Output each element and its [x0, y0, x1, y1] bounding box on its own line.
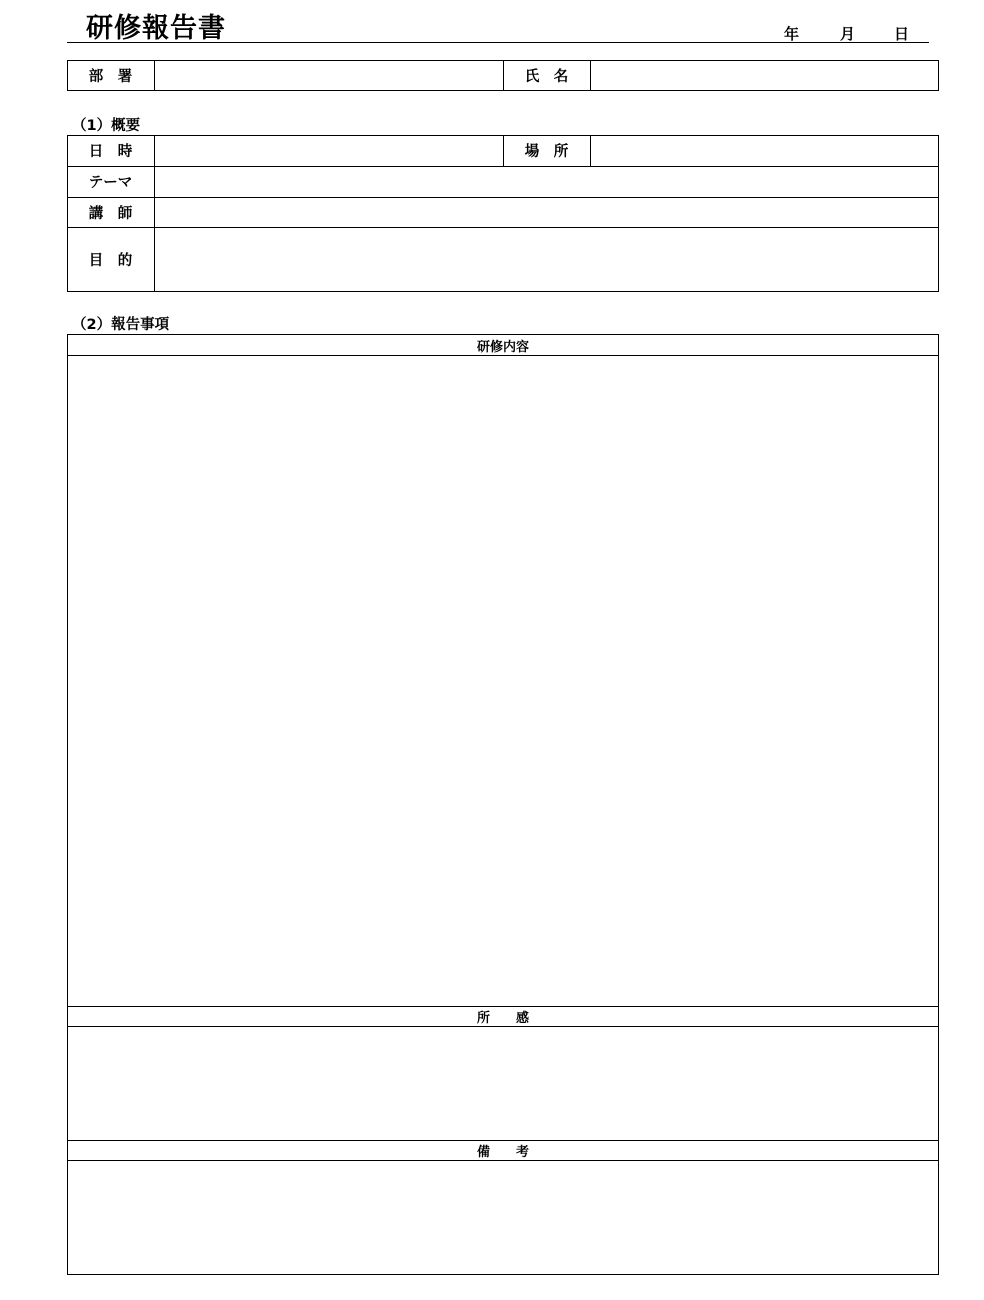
theme-label: テーマ [88, 175, 133, 191]
instructor-label: 講 師 [88, 205, 133, 222]
place-label: 場 所 [524, 144, 569, 160]
purpose-label: 目 的 [88, 253, 133, 269]
impressions-field[interactable] [68, 1027, 938, 1140]
date-day-label: 日 [894, 25, 910, 43]
remarks-field[interactable] [68, 1161, 938, 1274]
department-label: 部 署 [88, 69, 133, 85]
department-field[interactable] [155, 61, 502, 90]
name-label: 氏 名 [524, 69, 569, 85]
impressions-header: 所 感 [476, 1011, 529, 1026]
purpose-field[interactable] [155, 228, 938, 291]
place-field[interactable] [591, 136, 938, 165]
document-title: 研修報告書 [86, 13, 226, 44]
date-year-label: 年 [784, 25, 800, 43]
theme-field[interactable] [155, 167, 938, 196]
datetime-field[interactable] [155, 136, 502, 165]
overview-section-title: （1）概要 [72, 118, 141, 134]
instructor-field[interactable] [155, 198, 938, 226]
title-underline [67, 42, 929, 43]
remarks-header: 備 考 [476, 1145, 529, 1160]
name-field[interactable] [591, 61, 938, 90]
report-section-title: （2）報告事項 [72, 317, 170, 333]
datetime-label: 日 時 [88, 144, 133, 160]
date-month-label: 月 [840, 25, 856, 43]
content-header: 研修内容 [476, 339, 529, 355]
content-field[interactable] [68, 356, 938, 1006]
